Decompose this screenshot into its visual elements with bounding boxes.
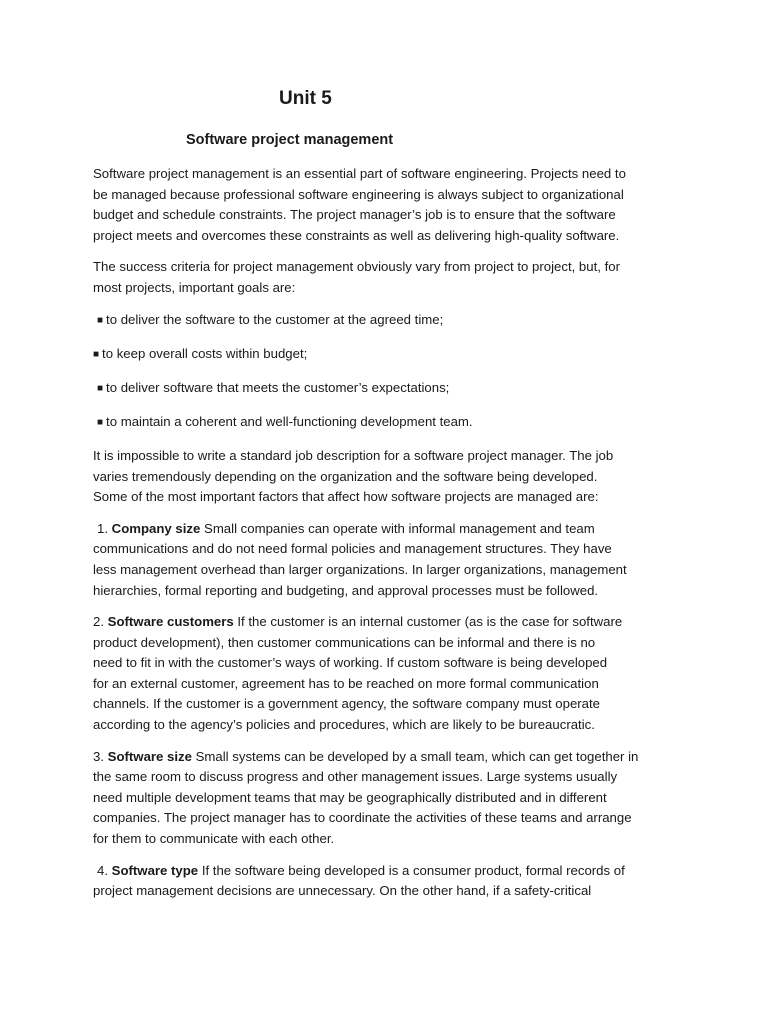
text-line: The success criteria for project management obviously vary from project to project, but, for <box>93 259 620 275</box>
square-bullet-icon: ■ <box>97 416 104 428</box>
factor-software-size <box>93 747 675 850</box>
unit-title: Unit 5 <box>279 88 332 109</box>
text-line: product development), then customer communications can be informal and there is no <box>93 634 596 650</box>
text-line: need multiple development teams that may be geographically distributed and in different <box>93 789 607 805</box>
text-line: need to fit in with the customer’s ways of working. If custom software is being developed <box>93 655 608 671</box>
text-line: according to the agency’s policies and procedures, which are likely to be bureaucratic. <box>93 717 595 733</box>
factor-term: Software type <box>111 862 199 878</box>
text-line: less management overhead than larger organizations. In larger organizations, management <box>93 561 627 577</box>
factor-number: 4. <box>97 862 108 878</box>
text-line: companies. The project manager has to coordinate the activities of these teams and arrange <box>93 810 632 826</box>
text-line: project meets and overcomes these constraints as well as delivering high-quality software. <box>93 227 620 243</box>
text-line: be managed because professional software engineering is always subject to organizational <box>93 186 624 202</box>
goal-text: to keep overall costs within budget; <box>102 345 308 361</box>
text-line: Some of the most important factors that affect how software projects are managed are: <box>93 489 599 505</box>
goal-bullet-item <box>93 378 675 401</box>
document-title: Software project management <box>186 132 394 148</box>
text-line: budget and schedule constraints. The project manager’s job is to ensure that the software <box>93 207 616 223</box>
factor-number: 2. <box>93 614 104 630</box>
goal-bullet-item <box>93 412 675 435</box>
text-line: communications and do not need formal policies and management structures. They have <box>93 541 612 557</box>
text-line <box>93 612 675 633</box>
text-line: channels. If the customer is a government agency, the software company must operate <box>93 696 601 712</box>
square-bullet-icon: ■ <box>97 382 104 394</box>
text-line: the same room to discuss progress and other management issues. Large systems usually <box>93 769 618 785</box>
factor-number: 1. <box>97 520 108 536</box>
goal-bullet-item <box>93 344 675 367</box>
factor-text: Small companies can operate with informal management and team <box>200 520 595 536</box>
factor-term: Software size <box>107 748 192 764</box>
factor-software-type <box>93 861 675 902</box>
intro-paragraph <box>93 164 675 246</box>
text-line: project management decisions are unnecessary. On the other hand, if a safety-critical <box>93 883 592 899</box>
factor-software-customers <box>93 612 675 736</box>
factor-text: If the customer is an internal customer (as is the case for software <box>233 614 623 630</box>
factor-term: Software customers <box>107 614 234 630</box>
text-line: hierarchies, formal reporting and budgeting, and approval processes must be followed. <box>93 582 599 598</box>
factors-intro-paragraph <box>93 446 675 508</box>
goal-text: to deliver software that meets the customer’s expectations; <box>106 379 450 395</box>
text-line <box>93 747 675 768</box>
text-line <box>93 861 675 882</box>
text-line: varies tremendously depending on the organization and the software being developed. <box>93 468 598 484</box>
text-line: It is impossible to write a standard job description for a software project manager. The job <box>93 447 614 463</box>
factor-text: Small systems can be developed by a small team, which can get together in <box>191 748 639 764</box>
text-line: for an external customer, agreement has to be reached on more formal communication <box>93 675 599 691</box>
document-body <box>93 164 675 913</box>
square-bullet-icon: ■ <box>93 348 100 360</box>
factor-number: 3. <box>93 748 104 764</box>
text-line: Software project management is an essential part of software engineering. Projects need to <box>93 166 626 181</box>
criteria-intro-paragraph <box>93 257 675 298</box>
goal-text: to deliver the software to the customer at the agreed time; <box>106 311 444 327</box>
text-line <box>93 519 675 540</box>
text-line: most projects, important goals are: <box>93 279 296 295</box>
factor-company-size <box>93 519 675 601</box>
factor-term: Company size <box>111 520 201 536</box>
text-line: for them to communicate with each other. <box>93 831 335 847</box>
goal-text: to maintain a coherent and well-functioning development team. <box>106 413 473 429</box>
goal-bullet-item <box>93 310 675 333</box>
square-bullet-icon: ■ <box>97 314 104 326</box>
factor-text: If the software being developed is a consumer product, formal records of <box>198 862 625 878</box>
